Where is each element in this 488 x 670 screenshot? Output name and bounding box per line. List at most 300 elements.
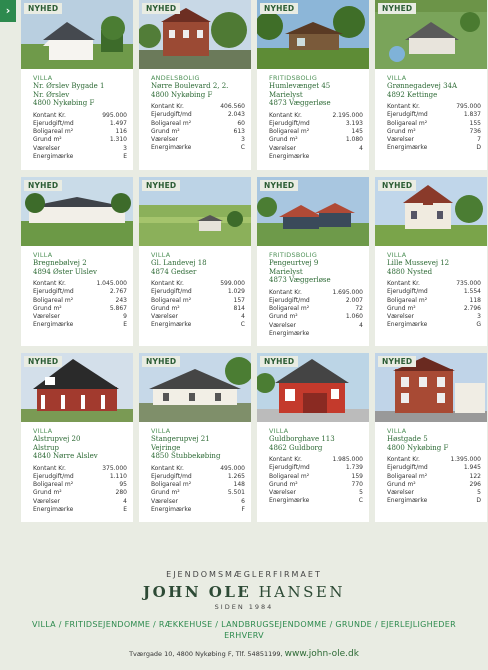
- footer: [0, 570, 488, 659]
- fact-row-kontant: [269, 112, 363, 120]
- new-badge: NYHED: [378, 3, 416, 14]
- fact-label: Værelser: [269, 321, 296, 329]
- address-line: Stangerupvej 21: [151, 435, 210, 443]
- fact-row-kontant: [269, 289, 363, 297]
- listing-facts: [33, 112, 127, 161]
- fact-row-energi: [269, 330, 363, 338]
- fact-value: 60: [237, 119, 245, 127]
- address-line: 4800 Nykøbing F: [33, 99, 95, 108]
- fact-label: Grund m²: [387, 480, 416, 488]
- new-badge: NYHED: [378, 180, 416, 191]
- fact-label: Energimærke: [151, 321, 192, 329]
- new-badge: NYHED: [378, 356, 416, 367]
- fact-value: 1.060: [345, 313, 363, 321]
- fact-row-vaerelser: [387, 313, 481, 321]
- fact-value: 4: [123, 497, 127, 505]
- fact-value: 3: [477, 313, 481, 320]
- listing-info: [21, 422, 133, 514]
- address-line: 4800 Nykøbing F: [151, 90, 213, 99]
- fact-row-vaerelser: [33, 498, 127, 506]
- address-line: Høstgade 5: [387, 435, 428, 443]
- listing-info: [375, 246, 487, 329]
- fact-row-energi: [269, 153, 363, 161]
- listing-photo[interactable]: [21, 353, 133, 422]
- fact-value: 495.000: [220, 464, 245, 472]
- fact-label: Boligareal m²: [269, 128, 310, 136]
- listing-address: [387, 82, 481, 99]
- fact-label: Kontant Kr.: [387, 280, 420, 288]
- fact-value: 1.985.000: [332, 456, 363, 464]
- fact-row-vaerelser: [269, 322, 363, 330]
- fact-label: Kontant Kr.: [269, 111, 302, 119]
- fact-row-kontant: [269, 456, 363, 464]
- fact-label: Værelser: [151, 136, 178, 143]
- fact-value: 995.000: [102, 111, 127, 119]
- fact-row-boligareal: [33, 128, 127, 136]
- listing-info: [139, 246, 251, 329]
- address-line: Nørre Boulevard 2, 2.: [151, 82, 229, 90]
- firm-address: Tværgade 10, 4800 Nykøbing F, Tlf. 54851199,: [129, 650, 283, 658]
- listing-address: [33, 259, 127, 276]
- firm-categories: VILLA / FRITIDSEJENDOMME / RÆKKEHUSE / LANDBRUGSEJENDOMME / GRUNDE / EJERLEJLIGHEDER: [32, 620, 456, 629]
- fact-label: Grund m²: [33, 136, 62, 144]
- fact-row-vaerelser: [33, 313, 127, 321]
- listing-card[interactable]: [257, 0, 369, 170]
- fact-label: Boligareal m²: [151, 119, 192, 127]
- listing-address: [33, 435, 127, 461]
- listing-info: [375, 69, 487, 152]
- fact-label: Kontant Kr.: [33, 280, 66, 288]
- fact-value: F: [241, 505, 245, 513]
- address-line: Guldborghave 113: [269, 435, 335, 443]
- firm-name: [0, 583, 488, 601]
- listing-card[interactable]: [257, 177, 369, 346]
- fact-row-boligareal: [151, 120, 245, 128]
- fact-row-grund: [387, 305, 481, 313]
- fact-value: 9: [123, 313, 127, 320]
- fact-value: 5.867: [109, 304, 127, 312]
- fact-row-energi: [151, 321, 245, 329]
- listing-card[interactable]: [21, 177, 133, 346]
- listing-address: [387, 259, 481, 276]
- fact-row-grund: [151, 128, 245, 136]
- fact-row-energi: [33, 321, 127, 329]
- address-line: Alstrup: [33, 443, 60, 452]
- listing-photo[interactable]: [21, 177, 133, 246]
- listing-facts: [151, 280, 245, 329]
- fact-label: Energimærke: [387, 144, 428, 152]
- fact-label: Grund m²: [151, 127, 180, 135]
- fact-row-energi: [387, 144, 481, 152]
- fact-value: C: [240, 321, 245, 329]
- new-badge: NYHED: [24, 180, 62, 191]
- fact-value: G: [476, 321, 481, 329]
- fact-label: Ejerudgift/md: [151, 111, 192, 119]
- fact-label: Energimærke: [269, 329, 310, 337]
- fact-value: D: [476, 144, 481, 152]
- property-type: VILLA: [387, 74, 407, 82]
- fact-row-kontant: [33, 280, 127, 288]
- property-type: ANDELSBOLIG: [151, 74, 200, 82]
- fact-row-ejerudgift: [387, 111, 481, 119]
- fact-row-vaerelser: [33, 145, 127, 153]
- fact-row-energi: [387, 497, 481, 505]
- listing-info: [375, 422, 487, 505]
- new-badge: NYHED: [142, 356, 180, 367]
- listing-photo[interactable]: [375, 353, 487, 422]
- fact-row-grund: [387, 481, 481, 489]
- fact-row-kontant: [151, 465, 245, 473]
- listing-address: [269, 82, 363, 108]
- firm-name-rest: HANSEN: [251, 583, 345, 601]
- fact-value: 1.945: [463, 464, 481, 472]
- new-badge: NYHED: [142, 180, 180, 191]
- fact-label: Værelser: [387, 489, 414, 496]
- fact-row-energi: [387, 321, 481, 329]
- fact-value: 243: [115, 296, 127, 304]
- fact-label: Boligareal m²: [387, 119, 428, 127]
- fact-value: 116: [115, 128, 127, 136]
- firm-since: SIDEN 1984: [214, 603, 274, 611]
- fact-row-kontant: [151, 280, 245, 288]
- fact-value: 6: [241, 497, 245, 505]
- fact-label: Værelser: [151, 497, 178, 505]
- listing-photo[interactable]: [257, 0, 369, 69]
- fact-label: Værelser: [387, 136, 414, 143]
- fact-value: 1.554: [463, 288, 481, 296]
- address-line: 4840 Nørre Alslev: [33, 452, 98, 461]
- listing-address: [151, 435, 245, 461]
- listing-facts: [269, 456, 363, 505]
- fact-label: Ejerudgift/md: [33, 288, 74, 296]
- fact-row-ejerudgift: [33, 473, 127, 481]
- fact-label: Energimærke: [269, 497, 310, 505]
- fact-value: E: [123, 152, 127, 160]
- fact-label: Energimærke: [33, 505, 74, 513]
- address-line: 4850 Stubbekøbing: [151, 452, 221, 461]
- address-line: 4873 Væggerløse: [269, 276, 331, 285]
- listing-photo[interactable]: [257, 353, 369, 422]
- firm-kicker: EJENDOMSMÆGLERFIRMAET: [166, 570, 322, 579]
- fact-label: Energimærke: [33, 152, 74, 160]
- fact-value: 1.497: [109, 119, 127, 127]
- listing-card[interactable]: [257, 353, 369, 522]
- fact-value: 375.000: [102, 464, 127, 472]
- fact-value: 814: [233, 304, 245, 312]
- fact-label: Boligareal m²: [387, 472, 428, 480]
- property-type: VILLA: [33, 427, 53, 435]
- fact-label: Energimærke: [151, 505, 192, 513]
- fact-row-boligareal: [269, 473, 363, 481]
- fact-label: Værelser: [269, 144, 296, 152]
- property-type: VILLA: [33, 251, 53, 259]
- fact-value: 159: [351, 472, 363, 480]
- fact-value: 118: [469, 296, 481, 304]
- fact-label: Boligareal m²: [33, 128, 74, 136]
- fact-value: 1.110: [109, 472, 127, 480]
- fact-row-kontant: [33, 465, 127, 473]
- fact-value: 7: [477, 136, 481, 143]
- address-line: Grønnegadevej 34A: [387, 82, 458, 90]
- fact-row-boligareal: [269, 128, 363, 136]
- property-type: VILLA: [269, 427, 289, 435]
- fact-row-grund: [33, 136, 127, 144]
- fact-value: 1.395.000: [450, 456, 481, 464]
- fact-label: Værelser: [33, 497, 60, 505]
- listing-info: [257, 422, 369, 505]
- fact-value: 1.029: [227, 288, 245, 296]
- fact-label: Ejerudgift/md: [269, 464, 310, 472]
- listing-facts: [33, 280, 127, 329]
- fact-value: 122: [469, 472, 481, 480]
- fact-value: 4: [359, 321, 363, 329]
- property-type: VILLA: [151, 427, 171, 435]
- fact-value: 770: [351, 480, 363, 488]
- fact-value: 735.000: [456, 280, 481, 288]
- fact-label: Kontant Kr.: [151, 280, 184, 288]
- fact-row-kontant: [387, 103, 481, 111]
- fact-value: 157: [233, 296, 245, 304]
- fact-label: Kontant Kr.: [387, 456, 420, 464]
- fact-label: Grund m²: [269, 480, 298, 488]
- fact-value: C: [240, 144, 245, 152]
- fact-label: Kontant Kr.: [269, 288, 302, 296]
- listing-info: [257, 246, 369, 338]
- fact-row-grund: [269, 136, 363, 144]
- listing-card[interactable]: [139, 177, 251, 346]
- fact-label: Kontant Kr.: [151, 103, 184, 111]
- listing-info: [139, 422, 251, 514]
- fact-value: 1.080: [345, 136, 363, 144]
- listing-photo[interactable]: [139, 177, 251, 246]
- side-tab-arrow[interactable]: ›: [0, 0, 16, 22]
- fact-value: 1.739: [345, 464, 363, 472]
- fact-value: 2.007: [345, 296, 363, 304]
- fact-row-ejerudgift: [269, 297, 363, 305]
- listing-photo[interactable]: [139, 353, 251, 422]
- fact-value: 2.043: [227, 111, 245, 119]
- fact-value: 736: [469, 127, 481, 135]
- fact-value: 4: [359, 144, 363, 152]
- fact-row-vaerelser: [151, 313, 245, 321]
- fact-label: Værelser: [33, 144, 60, 152]
- fact-row-vaerelser: [151, 498, 245, 506]
- fact-row-ejerudgift: [269, 464, 363, 472]
- fact-value: 145: [351, 128, 363, 136]
- address-line: 4862 Guldborg: [269, 443, 323, 452]
- fact-row-ejerudgift: [33, 288, 127, 296]
- fact-label: Grund m²: [387, 127, 416, 135]
- listing-photo[interactable]: [375, 0, 487, 69]
- listing-facts: [151, 103, 245, 152]
- fact-label: Grund m²: [269, 313, 298, 321]
- fact-label: Boligareal m²: [151, 296, 192, 304]
- property-type: VILLA: [387, 251, 407, 259]
- fact-label: Ejerudgift/md: [387, 288, 428, 296]
- fact-label: Energimærke: [33, 321, 74, 329]
- fact-row-ejerudgift: [151, 473, 245, 481]
- fact-value: 95: [119, 481, 127, 489]
- address-line: Lille Mussevej 12: [387, 259, 450, 267]
- fact-value: 2.796: [463, 304, 481, 312]
- fact-label: Kontant Kr.: [33, 111, 66, 119]
- listing-address: [151, 82, 245, 99]
- address-line: Marielyst: [269, 267, 303, 276]
- listing-photo[interactable]: [257, 177, 369, 246]
- fact-label: Boligareal m²: [33, 481, 74, 489]
- fact-label: Ejerudgift/md: [387, 111, 428, 119]
- fact-row-energi: [269, 497, 363, 505]
- fact-row-energi: [151, 144, 245, 152]
- fact-value: 613: [233, 127, 245, 135]
- fact-label: Ejerudgift/md: [33, 472, 74, 480]
- fact-label: Ejerudgift/md: [269, 119, 310, 127]
- listing-photo[interactable]: [375, 177, 487, 246]
- fact-value: 1.045.000: [96, 280, 127, 288]
- listing-card[interactable]: [375, 177, 487, 346]
- fact-value: 72: [355, 305, 363, 313]
- fact-value: E: [123, 505, 127, 513]
- fact-row-grund: [33, 305, 127, 313]
- fact-value: 406.560: [220, 103, 245, 111]
- fact-row-kontant: [387, 280, 481, 288]
- fact-value: 5: [359, 489, 363, 496]
- fact-label: Værelser: [151, 313, 178, 320]
- fact-value: 1.837: [463, 111, 481, 119]
- fact-row-boligareal: [387, 120, 481, 128]
- fact-row-boligareal: [151, 297, 245, 305]
- fact-value: 155: [469, 119, 481, 127]
- fact-value: 3.193: [345, 119, 363, 127]
- fact-label: Værelser: [269, 489, 296, 496]
- listing-facts: [387, 456, 481, 505]
- fact-row-vaerelser: [269, 489, 363, 497]
- firm-website-link[interactable]: www.john-ole.dk: [284, 649, 359, 659]
- listing-card[interactable]: [375, 0, 487, 170]
- listing-address: [151, 259, 245, 276]
- fact-value: 5.501: [227, 489, 245, 497]
- listing-photo[interactable]: [139, 0, 251, 69]
- property-type: FRITIDSBOLIG: [269, 74, 318, 82]
- fact-value: 795.000: [456, 103, 481, 111]
- new-badge: NYHED: [260, 3, 298, 14]
- new-badge: NYHED: [260, 180, 298, 191]
- fact-row-ejerudgift: [387, 464, 481, 472]
- address-line: Pengeurtvej 9: [269, 259, 319, 267]
- fact-row-ejerudgift: [33, 120, 127, 128]
- fact-label: Grund m²: [151, 304, 180, 312]
- fact-row-ejerudgift: [151, 111, 245, 119]
- fact-value: 296: [469, 480, 481, 488]
- fact-row-boligareal: [151, 481, 245, 489]
- fact-label: Energimærke: [387, 321, 428, 329]
- fact-label: Ejerudgift/md: [387, 464, 428, 472]
- fact-label: Grund m²: [269, 136, 298, 144]
- listing-card[interactable]: [21, 0, 133, 170]
- address-line: 4800 Nykøbing F: [387, 443, 449, 452]
- fact-label: Grund m²: [33, 489, 62, 497]
- listing-card[interactable]: [375, 353, 487, 522]
- fact-value: 3: [123, 144, 127, 152]
- address-line: Alstrupvej 20: [33, 435, 81, 443]
- listing-facts: [387, 280, 481, 329]
- address-line: Nr. Ørslev: [33, 90, 70, 99]
- listing-card[interactable]: [139, 353, 251, 522]
- listing-facts: [151, 465, 245, 514]
- address-line: Gl. Landevej 18: [151, 259, 207, 267]
- fact-row-boligareal: [387, 473, 481, 481]
- fact-row-grund: [151, 305, 245, 313]
- fact-label: Boligareal m²: [151, 481, 192, 489]
- listing-photo[interactable]: [21, 0, 133, 69]
- listing-address: [269, 259, 363, 285]
- fact-label: Boligareal m²: [33, 296, 74, 304]
- property-type: VILLA: [33, 74, 53, 82]
- fact-label: Kontant Kr.: [269, 456, 302, 464]
- fact-label: Ejerudgift/md: [151, 288, 192, 296]
- listing-facts: [387, 103, 481, 152]
- fact-row-kontant: [151, 103, 245, 111]
- fact-label: Energimærke: [387, 497, 428, 505]
- address-line: 4894 Øster Ulslev: [33, 267, 97, 276]
- fact-value: 148: [233, 481, 245, 489]
- fact-label: Ejerudgift/md: [269, 296, 310, 304]
- fact-value: 2.767: [109, 288, 127, 296]
- listing-info: [257, 69, 369, 161]
- fact-row-grund: [269, 313, 363, 321]
- listing-card[interactable]: [21, 353, 133, 522]
- fact-label: Energimærke: [151, 144, 192, 152]
- fact-row-vaerelser: [269, 145, 363, 153]
- property-type: VILLA: [151, 251, 171, 259]
- fact-label: Boligareal m²: [269, 305, 310, 313]
- listing-facts: [33, 465, 127, 514]
- property-type: VILLA: [387, 427, 407, 435]
- fact-row-energi: [33, 153, 127, 161]
- new-badge: NYHED: [24, 3, 62, 14]
- property-type: FRITIDSBOLIG: [269, 251, 318, 259]
- fact-row-grund: [151, 489, 245, 497]
- fact-row-grund: [269, 481, 363, 489]
- fact-label: Kontant Kr.: [33, 464, 66, 472]
- fact-label: Grund m²: [387, 304, 416, 312]
- fact-row-kontant: [387, 456, 481, 464]
- fact-row-energi: [151, 506, 245, 514]
- fact-value: 5: [477, 489, 481, 496]
- listing-address: [33, 82, 127, 108]
- listing-info: [21, 69, 133, 161]
- listing-address: [387, 435, 481, 452]
- fact-label: Værelser: [387, 313, 414, 320]
- fact-row-vaerelser: [151, 136, 245, 144]
- fact-label: Energimærke: [269, 152, 310, 160]
- new-badge: NYHED: [260, 356, 298, 367]
- fact-value: C: [358, 497, 363, 505]
- fact-row-kontant: [33, 112, 127, 120]
- fact-value: E: [123, 321, 127, 329]
- address-line: Bregnebølvej 2: [33, 259, 87, 267]
- firm-name-bold: JOHN OLE: [143, 583, 252, 601]
- firm-categories-2: ERHVERV: [224, 631, 264, 640]
- address-line: Marielyst: [269, 90, 303, 99]
- new-badge: NYHED: [24, 356, 62, 367]
- firm-contact: [0, 649, 488, 659]
- address-line: 4874 Gedser: [151, 267, 197, 276]
- listings-grid: [21, 0, 487, 522]
- fact-row-vaerelser: [387, 489, 481, 497]
- listing-card[interactable]: [139, 0, 251, 170]
- address-line: Vejringe: [151, 443, 181, 452]
